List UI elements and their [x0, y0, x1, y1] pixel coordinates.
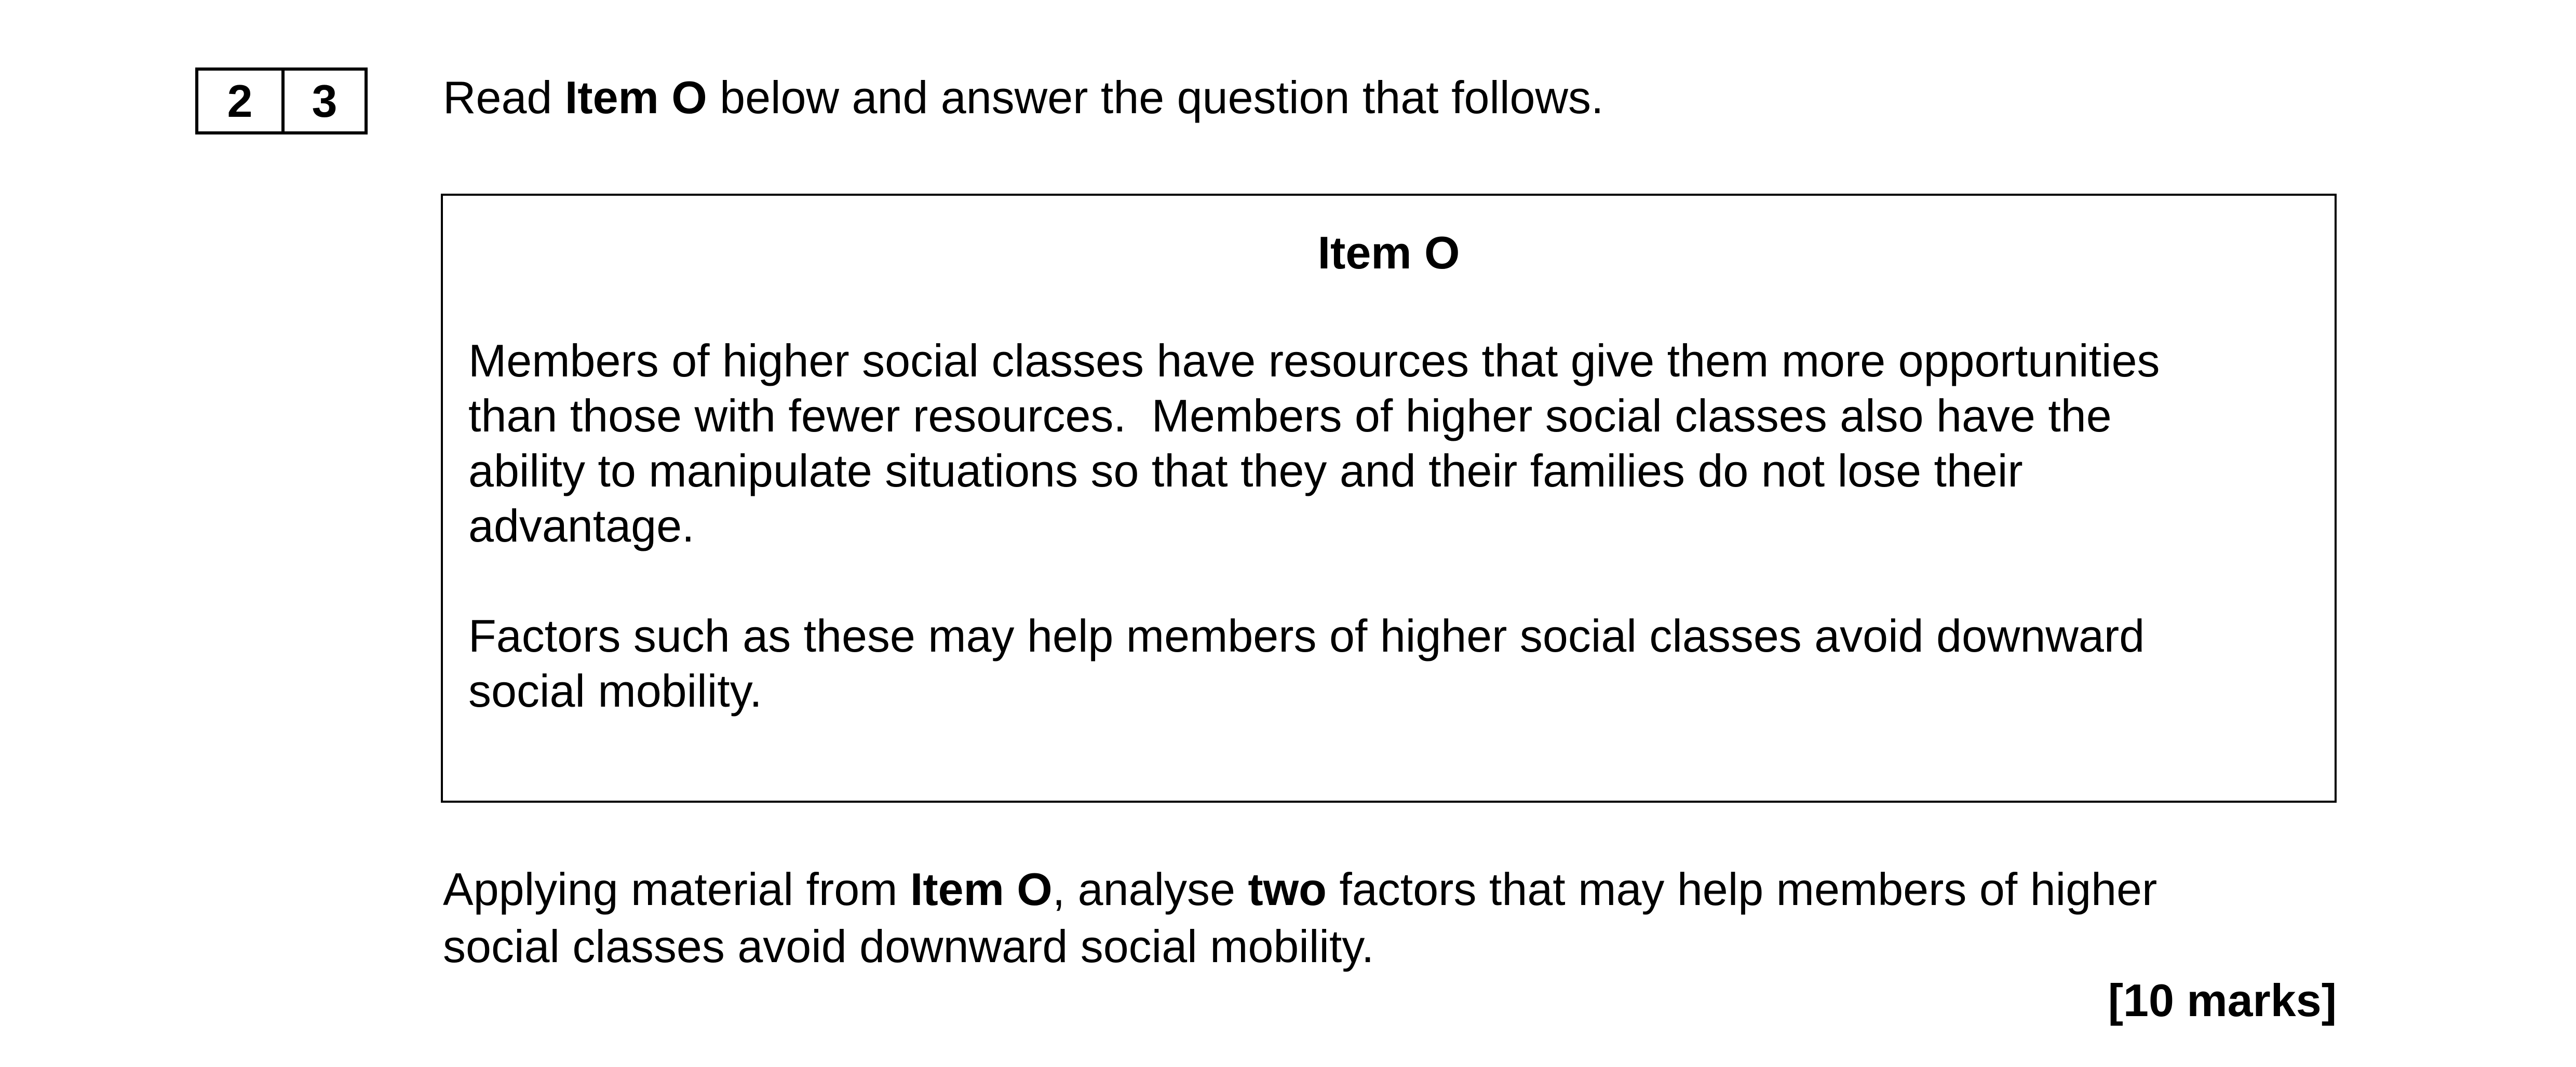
question-item-reference: Item O — [910, 863, 1053, 915]
question-text-middle: , analyse — [1052, 863, 1248, 915]
marks-allocation: [10 marks] — [2108, 975, 2337, 1026]
question-emphasis: two — [1248, 863, 1327, 915]
question-text — [443, 861, 2312, 975]
question-number-digit-2: 3 — [281, 71, 365, 131]
paragraph-2-line-1: Factors such as these may help members of higher social classes avoid downward — [468, 610, 2145, 661]
question-number-box — [195, 67, 368, 134]
paragraph-1-line-4: advantage. — [468, 500, 695, 551]
paragraph-2-line-2: social mobility. — [468, 665, 762, 717]
source-item-paragraph-2 — [468, 609, 2317, 719]
source-item-paragraph-1 — [468, 333, 2317, 553]
paragraph-1-line-1: Members of higher social classes have resources that give them more opportunities — [468, 335, 2160, 386]
source-item-title: Item O — [1317, 227, 1460, 278]
question-instruction — [443, 69, 1604, 126]
paragraph-1-line-3: ability to manipulate situations so that they and their families do not lose their — [468, 445, 2023, 496]
instruction-text-end: below and answer the question that follows. — [707, 72, 1604, 123]
question-number-digit-1: 2 — [227, 75, 253, 127]
paragraph-1-line-2: than those with fewer resources. Members of higher social classes also have the — [468, 390, 2112, 441]
question-text-start: Applying material from — [443, 863, 910, 915]
instruction-text-start: Read — [443, 72, 565, 123]
source-item-box — [441, 194, 2337, 803]
question-text-end: factors that may help members of higher — [1326, 863, 2157, 915]
question-text-line-2: social classes avoid downward social mobility. — [443, 921, 1374, 972]
instruction-item-reference: Item O — [564, 72, 707, 123]
